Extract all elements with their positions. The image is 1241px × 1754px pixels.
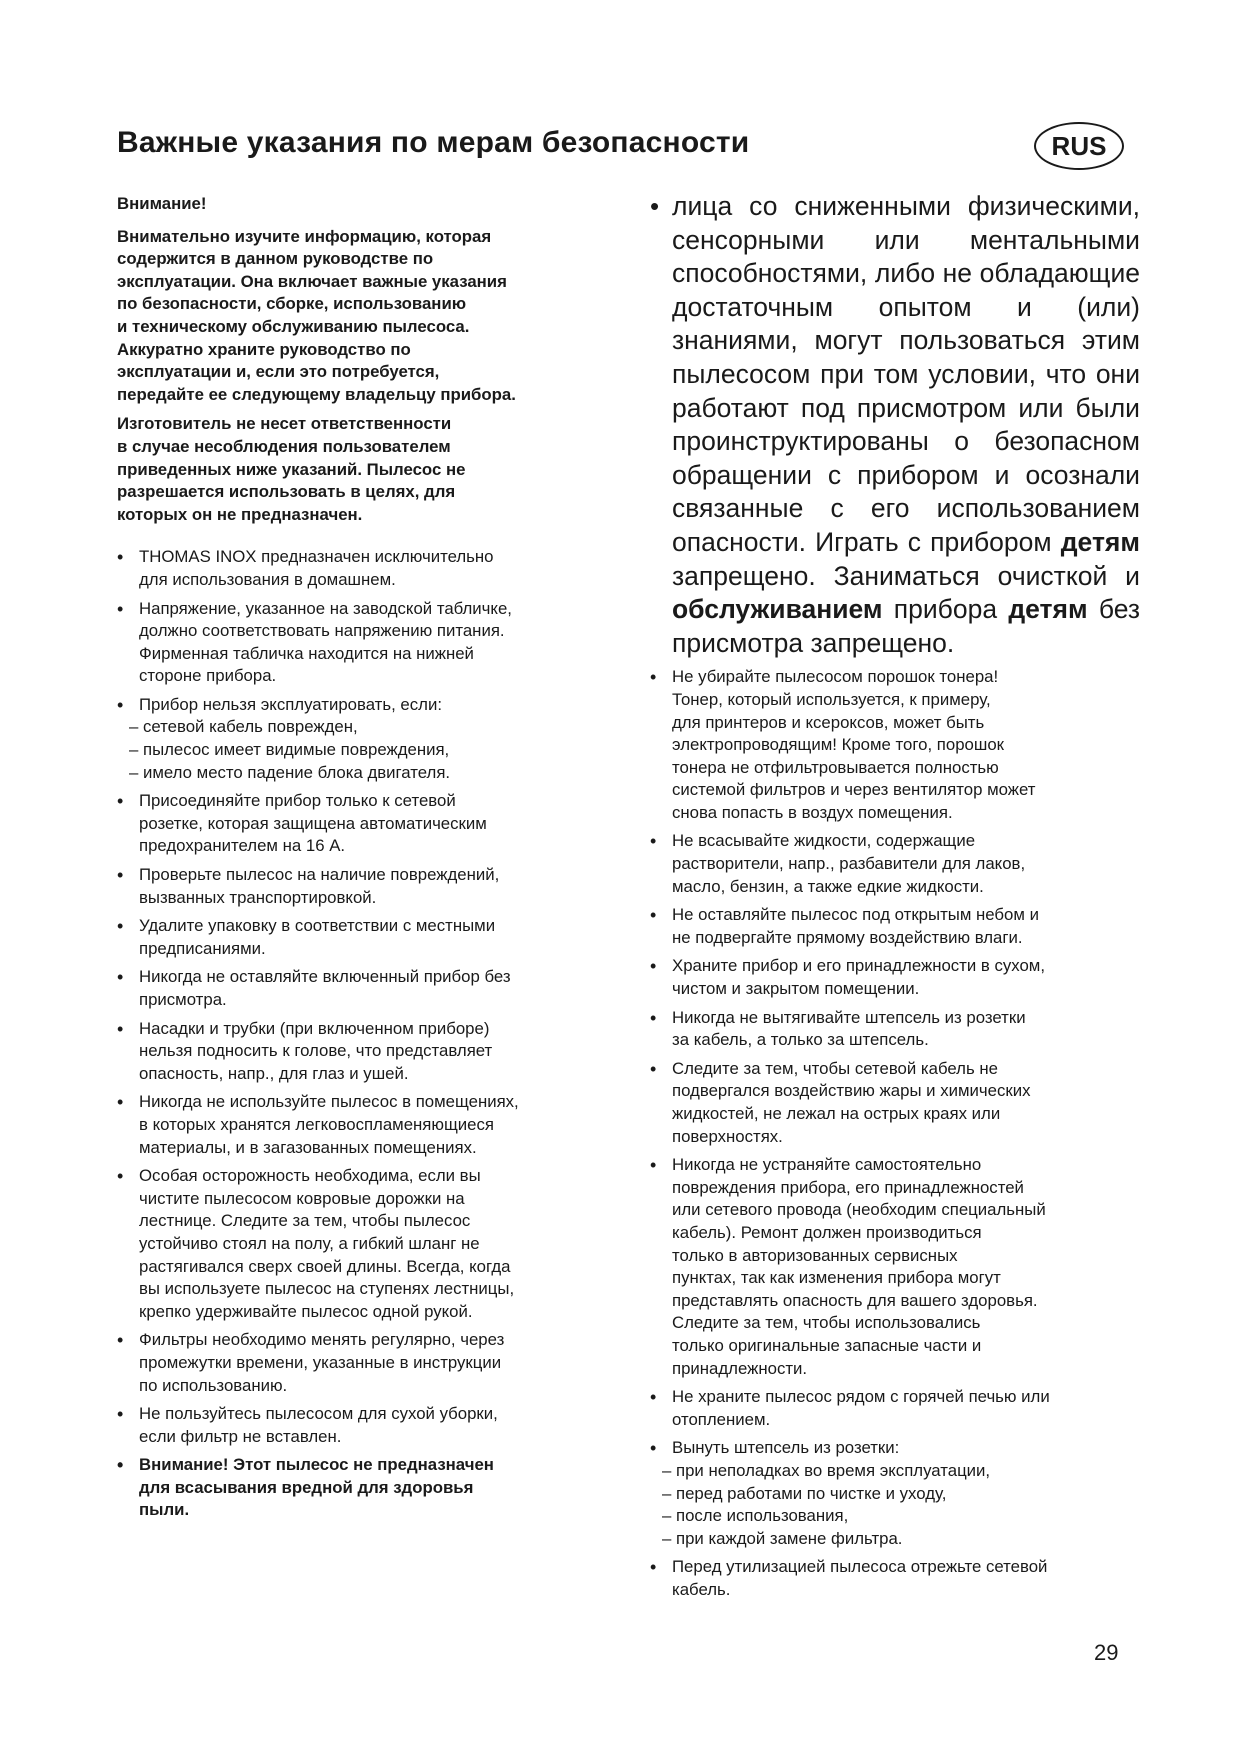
list-item: • Следите за тем, чтобы сетевой кабель не подвергался воздействию жары и химических жидкостей, не лежал на острых краях или поверхностях.	[650, 1058, 1140, 1148]
list-item: • Не храните пылесос рядом с горячей печью или отоплением.	[650, 1386, 1140, 1431]
list-item: • Не оставляйте пылесос под открытым небом и не подвергайте прямому воздействию влаги.	[650, 904, 1140, 949]
condition-line: – пылесос имеет видимые повреждения,	[129, 740, 450, 760]
list-item: • Прибор нельзя эксплуатировать, если: – сетевой кабель поврежден, – пылесос имеет видимые повреждения, – имело место падение блока двигателя.	[117, 694, 607, 784]
list-item: • Фильтры необходимо менять регулярно, через промежутки времени, указанные в инструкции по использованию.	[117, 1329, 607, 1397]
unplug-case-line: – при каждой замене фильтра.	[662, 1528, 903, 1548]
list-item: • Особая осторожность необходима, если вы чистите пылесосом ковровые дорожки на лестнице. Следите за тем, чтобы пылесос устойчиво стоял на полу, а гибкий шланг не растягивался сверх своей длины. Всегда, когда вы используете пылесос на ступенях лестницы, крепко удерживайте пылесос одной рукой.	[117, 1165, 607, 1323]
liability-paragraph: Изготовитель не несет ответственности в случае несоблюдения пользователем приведенных ниже указаний. Пылесос не разрешается использовать в целях, для которых он не предназначен.	[117, 414, 466, 524]
list-item: • Напряжение, указанное на заводской табличке, должно соответствовать напряжению питания. Фирменная табличка находится на нижней стороне прибора.	[117, 598, 607, 688]
list-item: • Удалите упаковку в соответствии с местными предписаниями.	[117, 915, 607, 960]
condition-line: – сетевой кабель поврежден,	[129, 717, 358, 737]
list-item: • Никогда не устраняйте самостоятельно повреждения прибора, его принадлежностей или сетевого провода (необходим специальный кабель). Ремонт должен производиться только в авторизованных сервисных пунктах, так как изменения прибора могут представлять опасность для вашего здоровья. Следите за тем, чтобы использовались только оригинальные запасные части и принадлежности.	[650, 1154, 1140, 1380]
list-item: • Вынуть штепсель из розетки: – при неполадках во время эксплуатации, – перед работами по чистке и уходу, – после использования, – при каждой замене фильтра.	[650, 1437, 1140, 1550]
page-number: 29	[1094, 1640, 1119, 1665]
list-item: • Проверьте пылесос на наличие повреждений, вызванных транспортировкой.	[117, 864, 607, 909]
dust-warning-item: • Внимание! Этот пылесос не предназначен для всасывания вредной для здоровья пыли.	[117, 1454, 607, 1522]
unplug-case-line: – после использования,	[662, 1506, 849, 1526]
supervision-notice: • лица со сниженными физическими, сенсорными или ментальными способностями, либо не обладающие достаточным опытом и (или) знаниями, могут пользоваться этим пылесосом при том условии, что они работают под присмотром или были проинструктированы о безопасном обращении с прибором и осознали связанные с его использованием опасности. Играть с прибором детям запрещено. Заниматься очисткой и обслуживанием прибора детям без присмотра запрещено.	[650, 190, 1140, 660]
left-bullet-list	[117, 546, 607, 1522]
list-item: • Присоединяйте прибор только к сетевой розетке, которая защищена автоматическим предохранителем на 16 А.	[117, 790, 607, 858]
list-item: • THOMAS INOX предназначен исключительно для использования в домашнем.	[117, 546, 607, 591]
list-item: • Никогда не используйте пылесос в помещениях, в которых хранятся легковоспламеняющиеся материалы, и в загазованных помещениях.	[117, 1091, 607, 1159]
right-bullet-list	[650, 190, 1140, 1601]
list-item: • Не всасывайте жидкости, содержащие растворители, напр., разбавители для лаков, масло, бензин, а также едкие жидкости.	[650, 830, 1140, 898]
condition-line: – имело место падение блока двигателя.	[129, 762, 451, 782]
language-badge: RUS	[1034, 122, 1124, 170]
unplug-case-line: – при неполадках во время эксплуатации,	[662, 1460, 991, 1480]
list-item: • Никогда не оставляйте включенный прибор без присмотра.	[117, 966, 607, 1011]
list-item: • Насадки и трубки (при включенном приборе) нельзя подносить к голове, что представляет опасность, напр., для глаз и ушей.	[117, 1018, 607, 1086]
unplug-case-line: – перед работами по чистке и уходу,	[662, 1483, 947, 1503]
list-item: • Перед утилизацией пылесоса отрежьте сетевой кабель.	[650, 1556, 1140, 1601]
left-column	[117, 193, 607, 1528]
page-title: Важные указания по мерам безопасности	[117, 126, 750, 159]
intro-paragraph: Внимательно изучите информацию, которая содержится в данном руководстве по эксплуатации. Она включает важные указания по безопасности, сборке, использованию и техническому обслуживанию пылесоса. Аккуратно храните руководство по эксплуатации и, если это потребуется, передайте ее следующему владельцу прибора.	[117, 226, 516, 404]
list-item: • Никогда не вытягивайте штепсель из розетки за кабель, а только за штепсель.	[650, 1007, 1140, 1052]
list-item: • Храните прибор и его принадлежности в сухом, чистом и закрытом помещении.	[650, 955, 1140, 1000]
attention-heading: Внимание!	[117, 194, 207, 213]
list-item: • Не убирайте пылесосом порошок тонера! Тонер, который используется, к примеру, для принтеров и ксероксов, может быть электропроводящим! Кроме того, порошок тонера не отфильтровывается полностью системой фильтров и через вентилятор может снова попасть в воздух помещения.	[650, 666, 1140, 824]
right-column	[650, 190, 1140, 1607]
list-item: • Не пользуйтесь пылесосом для сухой уборки, если фильтр не вставлен.	[117, 1403, 607, 1448]
